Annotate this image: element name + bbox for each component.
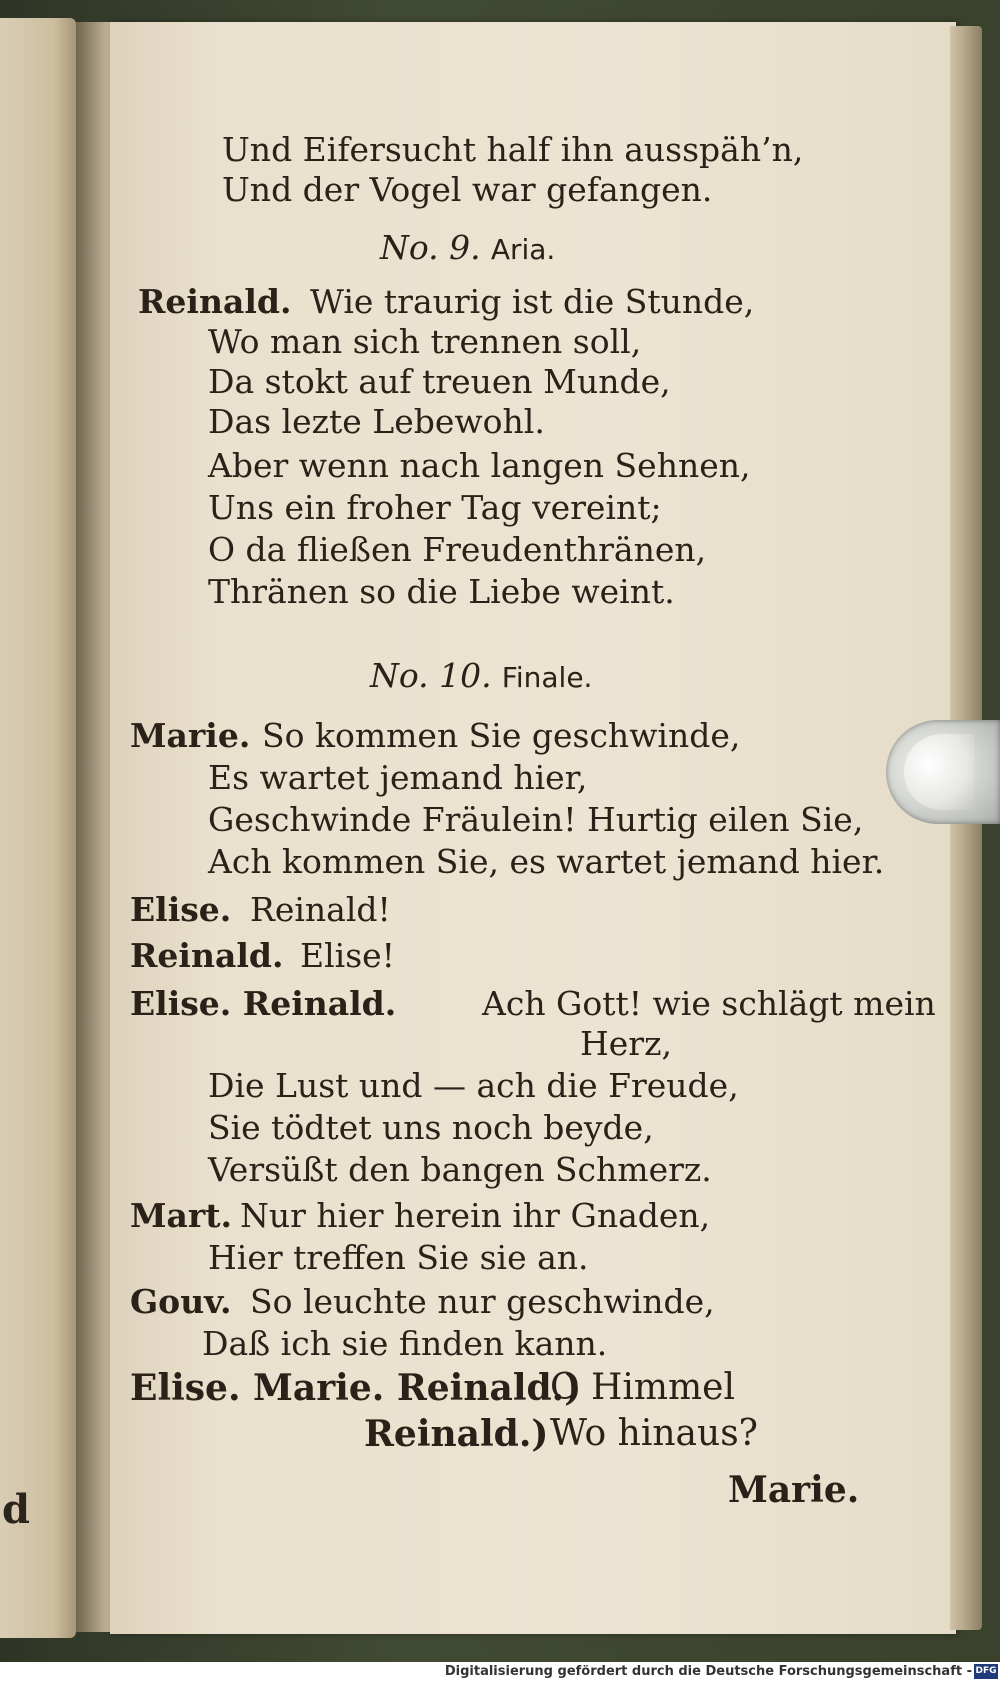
text-line: So leuchte nur geschwinde, — [250, 1282, 715, 1321]
text-line: Daß ich sie finden kann. — [202, 1324, 608, 1363]
speaker-name: Reinald.) — [364, 1413, 549, 1455]
text-line: Ach kommen Sie, es wartet jemand hier. — [208, 842, 885, 881]
text-line: Die Lust und — ach die Freude, — [208, 1066, 739, 1105]
finale-number: No. 10. — [370, 656, 492, 695]
aria-heading — [380, 228, 555, 270]
text-line: So kommen Sie geschwinde, — [262, 716, 741, 755]
catchword: Marie. — [728, 1469, 860, 1511]
book-gutter — [76, 22, 112, 1632]
finale-heading — [370, 656, 592, 698]
text-line: O Himmel — [550, 1367, 735, 1408]
text-line: Wie traurig ist die Stunde, — [310, 282, 755, 321]
speaker-name: Mart. — [130, 1196, 233, 1235]
text-line: Nur hier herein ihr Gnaden, — [240, 1196, 711, 1235]
text-line: Und Eifersucht half ihn ausspäh’n, — [222, 130, 804, 169]
aria-type: Aria. — [490, 233, 556, 266]
text-line: Sie tödtet uns noch beyde, — [208, 1108, 654, 1147]
text-line: Und der Vogel war gefangen. — [222, 170, 713, 209]
aria-number: No. 9. — [380, 228, 481, 267]
text-line: O da fließen Freudenthränen, — [208, 530, 707, 569]
text-line: Uns ein froher Tag vereint; — [208, 488, 662, 527]
text-line: Reinald! — [250, 890, 391, 929]
left-page-fragment: d — [2, 1486, 30, 1533]
text-line: Versüßt den bangen Schmerz. — [208, 1150, 712, 1189]
text-line: Wo man sich trennen soll, — [208, 322, 642, 361]
text-line: Aber wenn nach langen Sehnen, — [208, 446, 751, 485]
text-line: Hier treffen Sie sie an. — [208, 1238, 589, 1277]
speaker-name: Reinald. — [138, 282, 292, 321]
dfg-logo-icon: DFG — [974, 1664, 998, 1679]
finale-type: Finale. — [501, 661, 593, 694]
text-line: Das lezte Lebewohl. — [208, 402, 545, 441]
page-text — [110, 0, 956, 1682]
speaker-name: Elise. Reinald. — [130, 984, 397, 1023]
left-page-edge — [0, 18, 76, 1638]
text-line: Elise! — [300, 936, 395, 975]
text-line: Es wartet jemand hier, — [208, 758, 588, 797]
text-line: Wo hinaus? — [550, 1413, 758, 1454]
speaker-name: Gouv. — [130, 1282, 232, 1321]
text-line: Geschwinde Fräulein! Hurtig eilen Sie, — [208, 800, 864, 839]
text-line: Herz, — [580, 1024, 672, 1063]
speaker-name: Elise. — [130, 890, 232, 929]
text-line: Thränen so die Liebe weint. — [208, 572, 675, 611]
speaker-name: Reinald. — [130, 936, 284, 975]
text-line: Ach Gott! wie schlägt mein — [482, 984, 936, 1023]
speaker-name: Marie. — [130, 716, 251, 755]
text-line: Da stokt auf treuen Munde, — [208, 362, 671, 401]
speaker-name: Elise. Marie. Reinald.) — [130, 1367, 582, 1409]
footer-credit: Digitalisierung gefördert durch die Deutsche Forschungsgemeinschaft - — [444, 1664, 972, 1679]
